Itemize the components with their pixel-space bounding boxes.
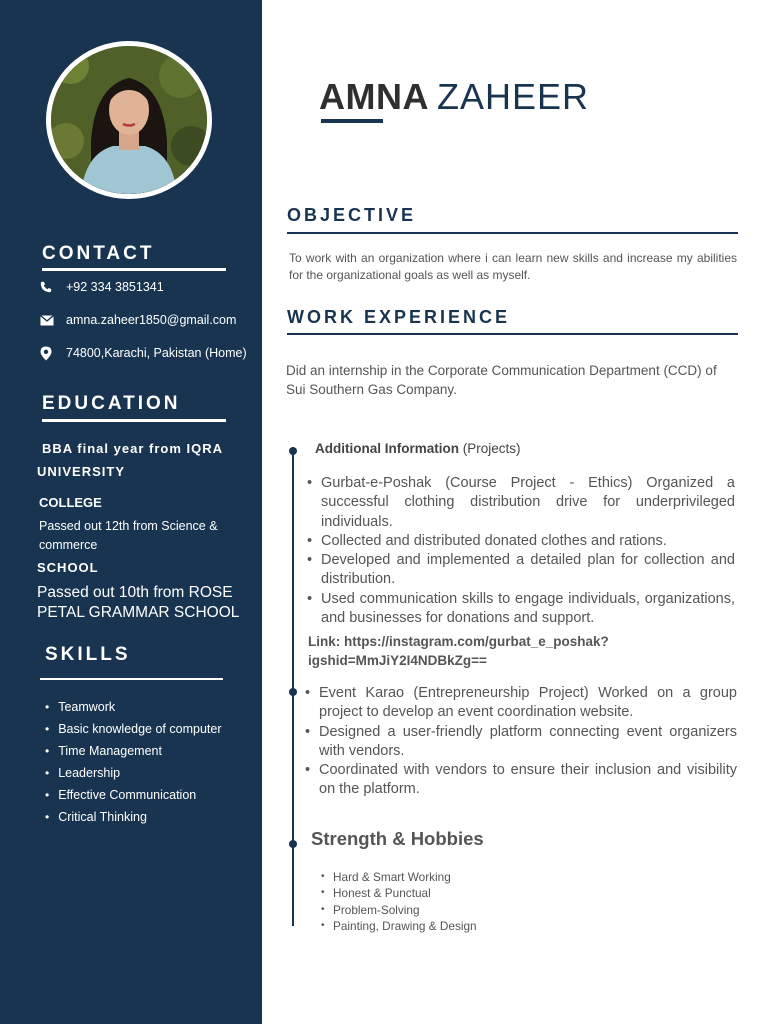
- school-label: SCHOOL: [37, 560, 99, 575]
- hobby-item: • Honest & Punctual: [321, 885, 477, 901]
- sidebar: [0, 0, 262, 1024]
- address-text: 74800,Karachi, Pakistan (Home): [66, 346, 247, 360]
- full-name: [319, 76, 589, 118]
- timeline-dot: [289, 840, 297, 848]
- first-name: AMNA: [319, 76, 429, 117]
- skill-item: • Time Management: [45, 740, 221, 762]
- project1-item: • Collected and distributed donated clothes and rations.: [305, 532, 735, 551]
- email-text: amna.zaheer1850@gmail.com: [66, 313, 237, 327]
- contact-heading: CONTACT: [42, 243, 155, 264]
- hobbies-list: [321, 869, 477, 935]
- hobby-item: • Problem-Solving: [321, 902, 477, 918]
- project1-item: • Developed and implemented a detailed plan for collection and distribution.: [305, 551, 735, 590]
- instagram-link[interactable]: Link: https://instagram.com/gurbat_e_poshak?igshid=MmJiY2I4NDBkZg==: [308, 634, 609, 668]
- hobby-item: • Hard & Smart Working: [321, 869, 477, 885]
- objective-divider: [287, 232, 738, 234]
- project2-item: • Coordinated with vendors to ensure their inclusion and visibility on the platform.: [303, 761, 737, 800]
- skills-divider: [40, 678, 223, 680]
- project2-item: • Event Karao (Entrepreneurship Project) Worked on a group project to develop an event coordination website.: [303, 684, 737, 723]
- phone-icon: [40, 280, 58, 294]
- last-name: ZAHEER: [436, 76, 590, 117]
- objective-heading: OBJECTIVE: [287, 205, 417, 225]
- objective-text: To work with an organization where i can learn new skills and increase my abilities for the organizational goals as well as myself.: [289, 251, 737, 282]
- university-line1: BBA final year from IQRA: [42, 441, 223, 456]
- work-experience-divider: [287, 333, 738, 335]
- hobby-item: • Painting, Drawing & Design: [321, 918, 477, 934]
- additional-info-paren: (Projects): [462, 441, 521, 456]
- strength-hobbies-heading: Strength & Hobbies: [311, 828, 484, 849]
- phone-text: +92 334 3851341: [66, 280, 164, 294]
- name-underline: [321, 119, 383, 123]
- skill-item: • Effective Communication: [45, 784, 221, 806]
- college-label: COLLEGE: [39, 495, 102, 510]
- timeline-dot: [289, 447, 297, 455]
- skills-heading: SKILLS: [45, 644, 131, 665]
- project2-item: • Designed a user-friendly platform connecting event organizers with vendors.: [303, 723, 737, 762]
- project1-list: [305, 474, 735, 628]
- timeline-dot: [289, 688, 297, 696]
- location-pin-icon: [40, 346, 58, 360]
- internship-text: Did an internship in the Corporate Communication Department (CCD) of Sui Southern Gas Company.: [286, 363, 717, 397]
- project1-item: • Used communication skills to engage individuals, organizations, and businesses for donations and support.: [305, 590, 735, 629]
- additional-info-label: Additional Information: [315, 441, 459, 456]
- contact-divider: [42, 268, 226, 271]
- education-heading: EDUCATION: [42, 393, 181, 414]
- project2-list: [303, 684, 737, 800]
- skill-item: • Leadership: [45, 762, 221, 784]
- work-experience-heading: WORK EXPERIENCE: [287, 307, 511, 327]
- college-text: Passed out 12th from Science & commerce: [39, 519, 218, 552]
- contact-phone: [40, 280, 164, 294]
- education-divider: [42, 419, 226, 422]
- university-line2: UNIVERSITY: [37, 464, 126, 479]
- contact-address: [40, 346, 247, 360]
- profile-photo: [46, 41, 212, 199]
- school-text: Passed out 10th from ROSE PETAL GRAMMAR SCHOOL: [37, 584, 240, 621]
- skill-item: • Teamwork: [45, 696, 221, 718]
- mail-icon: [40, 313, 58, 327]
- skills-list: [45, 696, 221, 828]
- portrait-image: [51, 46, 207, 194]
- skill-item: • Basic knowledge of computer: [45, 718, 221, 740]
- contact-email: [40, 313, 236, 327]
- additional-info-title: [315, 441, 521, 456]
- project1-item: • Gurbat-e-Poshak (Course Project - Ethics) Organized a successful clothing distribution drive for underprivileged individuals.: [305, 474, 735, 532]
- skill-item: • Critical Thinking: [45, 806, 221, 828]
